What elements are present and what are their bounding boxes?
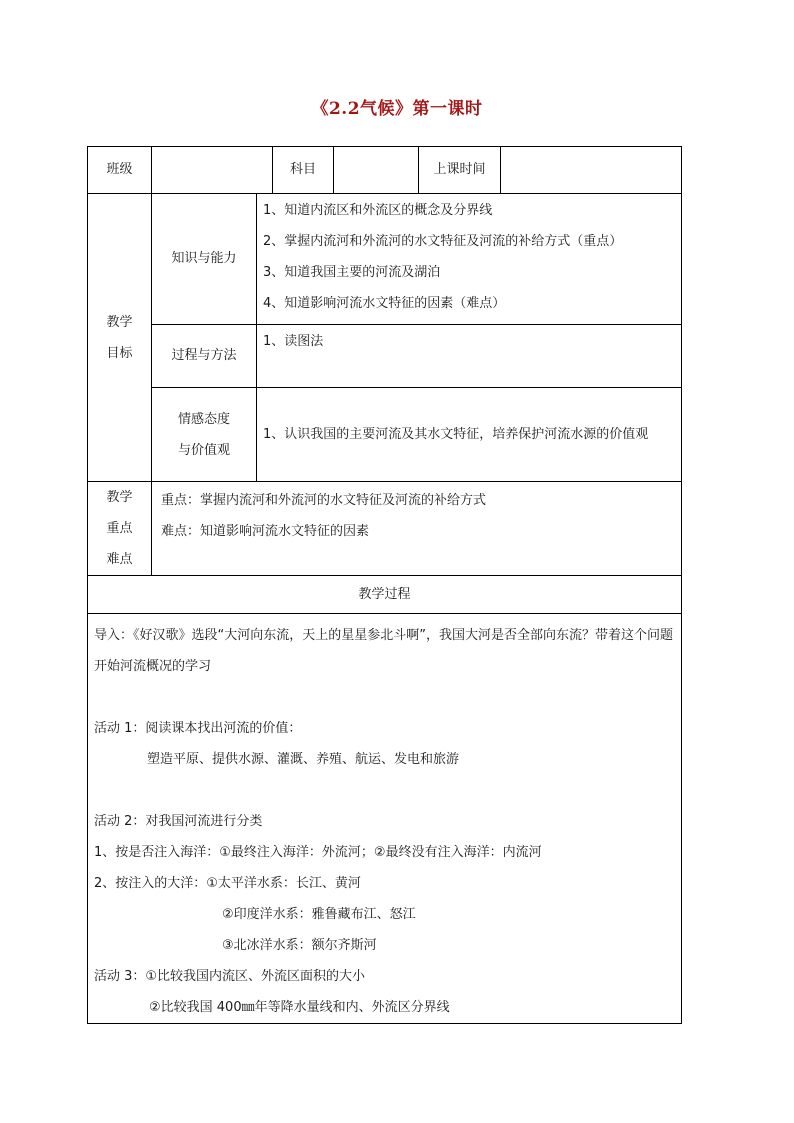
knowledge-items — [257, 194, 682, 325]
process-item: 1、读图法 — [263, 334, 324, 349]
time-value — [501, 147, 682, 194]
lesson-plan-table — [87, 146, 682, 1024]
process-body-row — [88, 614, 682, 1024]
activity2-item2: 2、按注入的大洋：①太平洋水系：长江、黄河 — [94, 876, 361, 891]
activity3-title: 活动 3：①比较我国内流区、外流区面积的大小 — [94, 969, 366, 984]
activity1-content: 塑造平原、提供水源、灌溉、养殖、航运、发电和旅游 — [147, 752, 460, 767]
class-label: 班级 — [88, 147, 152, 194]
activity2-item1: 1、按是否注入海洋：①最终注入海洋：外流河；②最终没有注入海洋：内流河 — [94, 845, 542, 860]
key-points-content — [152, 482, 682, 576]
objectives-process-row — [88, 325, 682, 388]
process-heading: 教学过程 — [88, 576, 682, 614]
intro-text: 导入：《好汉歌》选段“大河向东流，天上的星星参北斗啊”，我国大河是否全部向东流？带着这个问题开始河流概况的学习 — [94, 628, 673, 674]
key-points-row — [88, 482, 682, 576]
time-label: 上课时间 — [419, 147, 501, 194]
process-label: 过程与方法 — [152, 325, 257, 388]
key-point: 重点：掌握内流河和外流河的水文特征及河流的补给方式 — [161, 493, 487, 508]
subject-value — [334, 147, 419, 194]
knowledge-item: 3、知道我国主要的河流及湖泊 — [263, 265, 441, 280]
activity3-item2: ②比较我国 400㎜年等降水量线和内、外流区分界线 — [149, 1000, 450, 1015]
header-row — [88, 147, 682, 194]
activity2-item2b: ②印度洋水系：雅鲁藏布江、怒江 — [222, 907, 416, 922]
process-heading-row — [88, 576, 682, 614]
subject-label: 科目 — [273, 147, 334, 194]
objectives-emotion-row — [88, 388, 682, 482]
class-value — [152, 147, 273, 194]
objectives-knowledge-row — [88, 194, 682, 325]
emotion-label: 情感态度 与价值观 — [152, 388, 257, 482]
knowledge-label: 知识与能力 — [152, 194, 257, 325]
key-points-label: 教学 重点 难点 — [88, 482, 152, 576]
page-title: 《2.2气候》第一课时 — [311, 99, 483, 119]
knowledge-item: 2、掌握内流河和外流河的水文特征及河流的补给方式（重点） — [263, 234, 623, 249]
activity2-title: 活动 2：对我国河流进行分类 — [94, 814, 263, 829]
activity1-title: 活动 1：阅读课本找出河流的价值： — [94, 721, 302, 736]
process-items — [257, 325, 682, 388]
emotion-item: 1、认识我国的主要河流及其水文特征，培养保护河流水源的价值观 — [263, 426, 649, 442]
activity2-item2c: ③北冰洋水系：额尔齐斯河 — [222, 938, 377, 953]
knowledge-item: 1、知道内流区和外流区的概念及分界线 — [263, 203, 493, 218]
emotion-items — [257, 388, 682, 482]
knowledge-item: 4、知道影响河流水文特征的因素（难点） — [263, 296, 506, 311]
process-body — [88, 614, 682, 1024]
difficult-point: 难点：知道影响河流水文特征的因素 — [161, 524, 370, 539]
objectives-label: 教学 目标 — [88, 194, 152, 482]
